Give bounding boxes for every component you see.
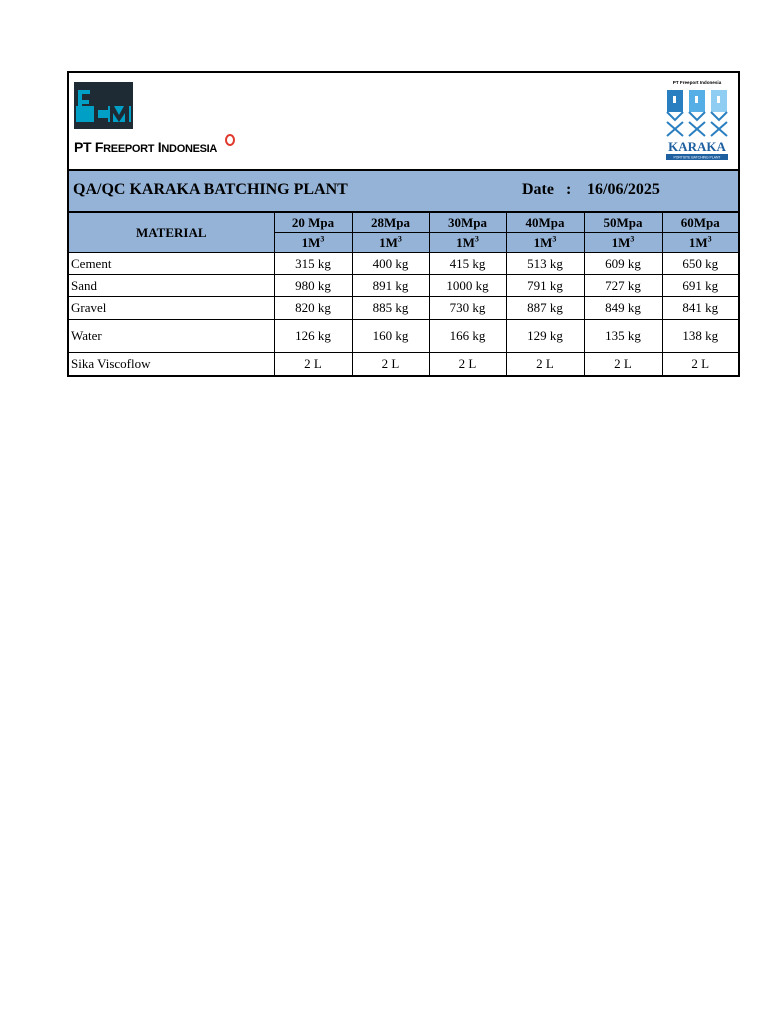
value-cell: 885 kg xyxy=(352,297,429,320)
table-row xyxy=(69,253,738,275)
value-cell: 160 kg xyxy=(352,320,429,353)
value-cell: 849 kg xyxy=(584,297,662,320)
value-cell: 513 kg xyxy=(506,253,584,275)
table-row xyxy=(69,297,738,320)
material-cell: Cement xyxy=(69,253,274,275)
grade-header: 28Mpa xyxy=(352,213,429,233)
karaka-logo-top: PT Freeport Indonesia xyxy=(672,80,722,85)
table-row xyxy=(69,275,738,297)
value-cell: 2 L xyxy=(662,353,738,375)
company-mark-icon xyxy=(224,133,236,147)
grade-header: 50Mpa xyxy=(584,213,662,233)
table-row xyxy=(69,353,738,375)
unit-header: $1M^3$ xyxy=(662,233,738,253)
value-cell: 891 kg xyxy=(352,275,429,297)
value-cell: 791 kg xyxy=(506,275,584,297)
unit-header: $1M^3$ xyxy=(274,233,352,253)
value-cell: 135 kg xyxy=(584,320,662,353)
value-cell: 887 kg xyxy=(506,297,584,320)
value-cell: 400 kg xyxy=(352,253,429,275)
value-cell: 820 kg xyxy=(274,297,352,320)
grade-header: 60Mpa xyxy=(662,213,738,233)
date-colon: : xyxy=(566,181,572,198)
karaka-logo xyxy=(664,78,730,162)
value-cell: 2 L xyxy=(429,353,506,375)
value-cell: 2 L xyxy=(584,353,662,375)
unit-header: $1M^3$ xyxy=(584,233,662,253)
value-cell: 129 kg xyxy=(506,320,584,353)
value-cell: 315 kg xyxy=(274,253,352,275)
report-title: QA/QC KARAKA BATCHING PLANT xyxy=(73,181,348,198)
value-cell: 650 kg xyxy=(662,253,738,275)
company-name: PT FREEPORT INDONESIA xyxy=(74,139,218,155)
material-cell: Sand xyxy=(69,275,274,297)
logo-row xyxy=(69,73,738,171)
value-cell: 2 L xyxy=(352,353,429,375)
table-row xyxy=(69,320,738,353)
value-cell: 730 kg xyxy=(429,297,506,320)
material-header: MATERIAL xyxy=(69,213,274,253)
value-cell: 691 kg xyxy=(662,275,738,297)
date-value: 16/06/2025 xyxy=(587,181,660,198)
value-cell: 166 kg xyxy=(429,320,506,353)
value-cell: 841 kg xyxy=(662,297,738,320)
material-cell: Water xyxy=(69,320,274,353)
grade-header: 20 Mpa xyxy=(274,213,352,233)
grade-header: 40Mpa xyxy=(506,213,584,233)
value-cell: 2 L xyxy=(506,353,584,375)
karaka-logo-name: KARAKA xyxy=(668,139,726,154)
grade-header: 30Mpa xyxy=(429,213,506,233)
value-cell: 126 kg xyxy=(274,320,352,353)
report-sheet xyxy=(67,71,740,377)
value-cell: 2 L xyxy=(274,353,352,375)
mix-design-table xyxy=(69,213,738,375)
unit-header: $1M^3$ xyxy=(352,233,429,253)
karaka-logo-sub: PORTSITE BATCHING PLANT xyxy=(673,155,721,160)
fcx-logo xyxy=(74,82,133,129)
value-cell: 138 kg xyxy=(662,320,738,353)
date-label: Date xyxy=(522,181,554,198)
unit-header: $1M^3$ xyxy=(506,233,584,253)
value-cell: 980 kg xyxy=(274,275,352,297)
value-cell: 1000 kg xyxy=(429,275,506,297)
material-cell: Gravel xyxy=(69,297,274,320)
material-cell: Sika Viscoflow xyxy=(69,353,274,375)
unit-header: $1M^3$ xyxy=(429,233,506,253)
title-row xyxy=(69,171,738,213)
value-cell: 609 kg xyxy=(584,253,662,275)
value-cell: 415 kg xyxy=(429,253,506,275)
value-cell: 727 kg xyxy=(584,275,662,297)
